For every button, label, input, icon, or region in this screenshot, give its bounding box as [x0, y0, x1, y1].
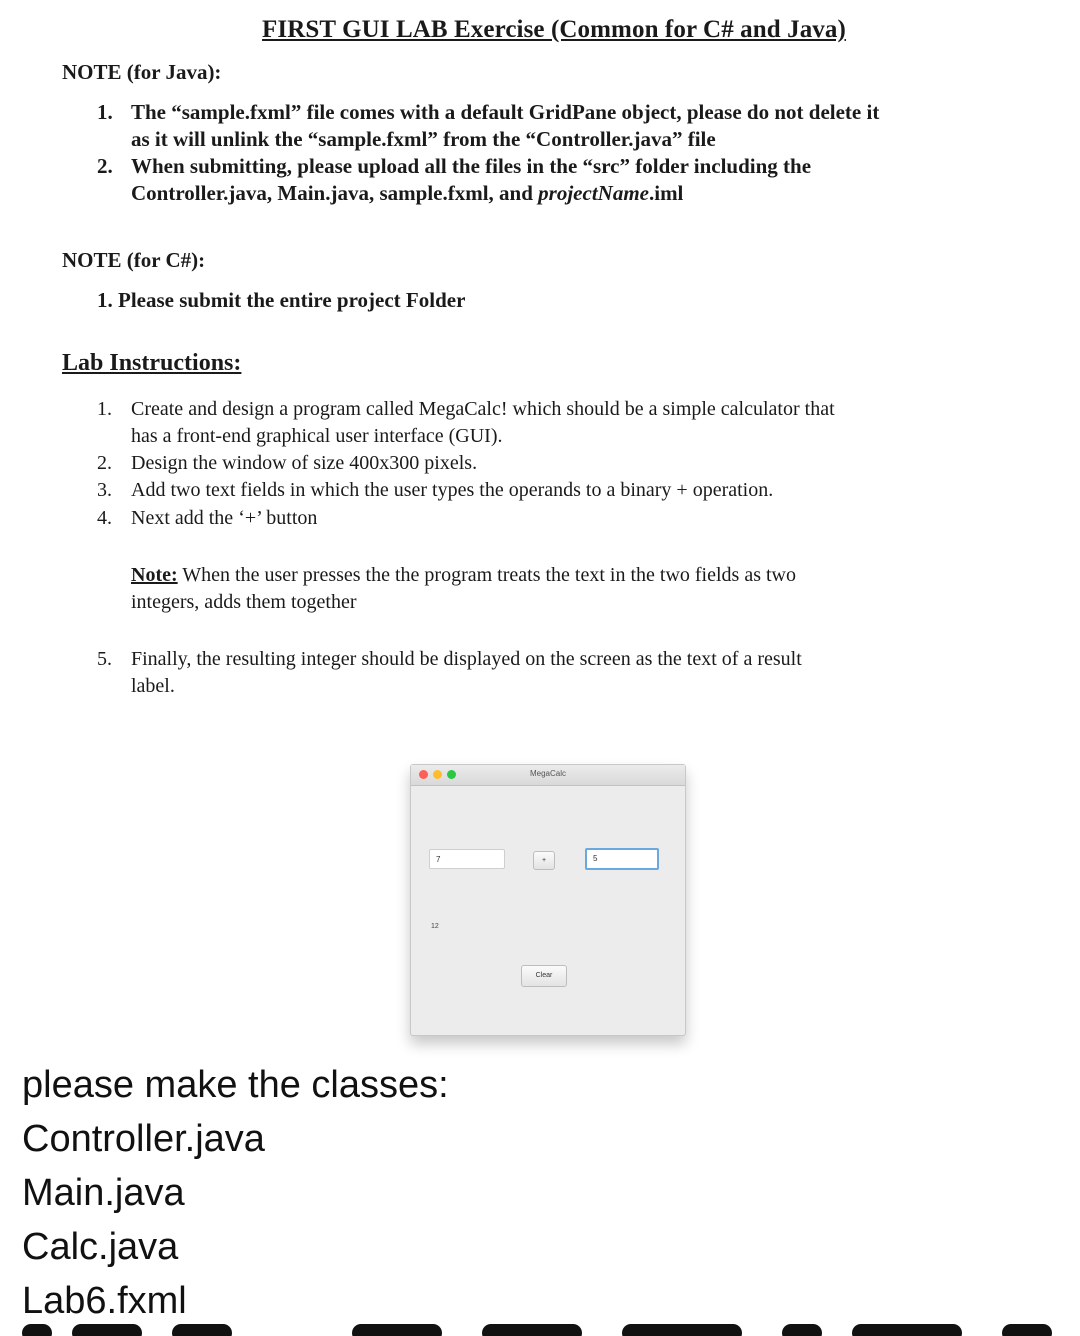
item-line: label.: [131, 675, 175, 697]
item-line: Create and design a program called MegaCalc! which should be a simple calculator that: [131, 398, 835, 420]
note-line: Note: When the user presses the the program treats the text in the two fields as two: [131, 564, 796, 586]
request-line: please make the classes:: [22, 1064, 449, 1106]
item-line: Finally, the resulting integer should be displayed on the screen as the text of a result: [131, 648, 802, 670]
item-line: Design the window of size 400x300 pixels.: [131, 452, 478, 474]
lab-item: [97, 505, 318, 532]
document-title: FIRST GUI LAB Exercise (Common for C# and Java): [262, 16, 846, 43]
request-line: Lab6.fxml: [22, 1280, 187, 1322]
operand1-field[interactable]: 7: [429, 849, 505, 869]
window-title: MegaCalc: [529, 769, 566, 778]
plus-button[interactable]: +: [533, 851, 555, 870]
java-note-heading: NOTE (for Java):: [62, 60, 222, 84]
item-number: 1.: [97, 398, 112, 420]
item-number: 3.: [97, 479, 112, 501]
item-line: Controller.java, Main.java, sample.fxml, and projectName.iml: [131, 181, 684, 205]
item-number: 2.: [97, 452, 112, 474]
window-titlebar: [411, 765, 685, 786]
item-line: The “sample.fxml” file comes with a default GridPane object, please do not delete it: [131, 100, 880, 124]
request-line: Calc.java: [22, 1226, 179, 1268]
clear-button[interactable]: Clear: [521, 965, 567, 987]
item-number: 4.: [97, 507, 112, 529]
item-line: Next add the ‘+’ button: [131, 507, 318, 529]
megacalc-window-screenshot: [410, 764, 686, 1036]
lab-item: [97, 450, 478, 477]
lab-item: [97, 477, 774, 504]
item-line: has a front-end graphical user interface (GUI).: [131, 425, 503, 447]
item-number: 5.: [97, 648, 112, 670]
item-line: as it will unlink the “sample.fxml” from the “Controller.java” file: [131, 127, 716, 151]
lab-note: [131, 562, 796, 616]
request-line: Controller.java: [22, 1118, 265, 1160]
request-text: [22, 1058, 449, 1328]
result-label: 12: [431, 923, 439, 930]
item-number: 1.: [97, 100, 113, 124]
cutoff-text-line: [22, 1318, 1062, 1336]
request-line: Main.java: [22, 1172, 185, 1214]
csharp-note-heading: NOTE (for C#):: [62, 248, 206, 272]
item-number: 2.: [97, 154, 113, 178]
csharp-note-item: 1. Please submit the entire project Folder: [97, 288, 466, 312]
java-note-item: [97, 153, 812, 207]
lab-item: [97, 646, 802, 700]
java-note-item: [97, 99, 880, 153]
item-line: When submitting, please upload all the files in the “src” folder including the: [131, 154, 812, 178]
lab-instructions-heading: Lab Instructions:: [62, 350, 242, 376]
operand2-field[interactable]: 5: [585, 848, 659, 870]
note-line: integers, adds them together: [131, 591, 357, 613]
item-line: Add two text fields in which the user types the operands to a binary + operation.: [131, 479, 774, 501]
lab-item: [97, 396, 835, 450]
